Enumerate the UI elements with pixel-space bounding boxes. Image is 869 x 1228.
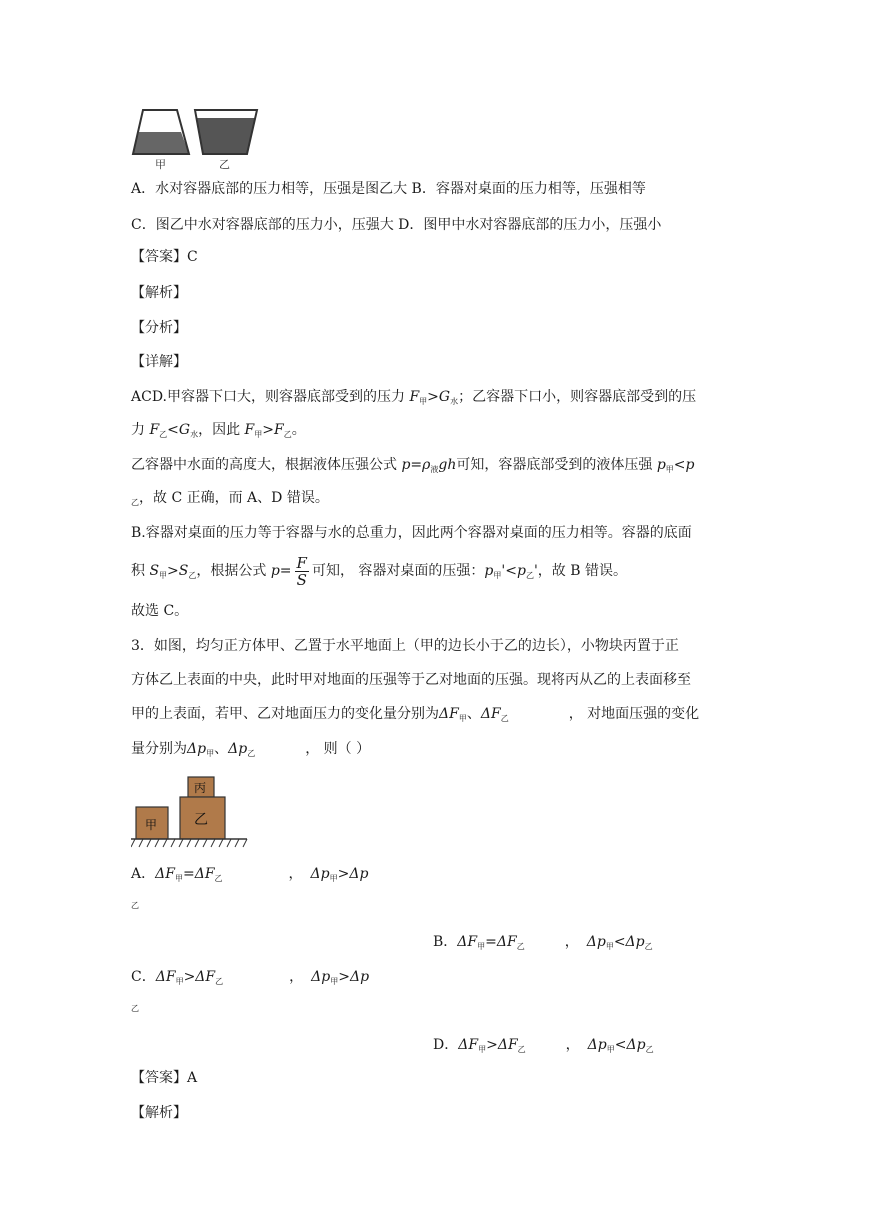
q2-paragraph-1: ACD.甲容器下口大，则容器底部受到的压力 $F_甲>G_水$；乙容器下口小，则容器底部受到的压 xyxy=(131,389,697,406)
q2-fenxi: 【分析】 xyxy=(131,320,187,336)
block-bing-label: 丙 xyxy=(194,781,207,795)
q2-jiexi: 【解析】 xyxy=(131,285,187,301)
q3-option-c-subscript: 乙 xyxy=(131,1004,139,1013)
container-jia-water xyxy=(133,132,189,154)
q3-option-a: A．$\Delta F_甲=\Delta F_乙$ ， $\Delta p_甲>\Delta p$ xyxy=(131,866,369,883)
q3-option-b: B．$\Delta F_甲=\Delta F_乙$ ， $\Delta p_甲<\Delta p_乙$ xyxy=(433,934,653,951)
label-yi: 乙 xyxy=(219,158,230,171)
formula-fraction: $\frac{F}{S}$ xyxy=(296,553,307,589)
q3-stem-line-3: 甲的上表面，若甲、乙对地面压力的变化量分别为$\Delta F_甲$、$\Delta F_乙$ ， 对地面压强的变化 xyxy=(131,706,700,723)
q2-xiangjie: 【详解】 xyxy=(131,354,187,370)
q2-paragraph-3: 乙容器中水面的高度大，根据液体压强公式 $p=\rho_液gh$可知，容器底部受到的液体压强 $p_甲<p$ xyxy=(131,457,695,474)
q3-option-c: C．$\Delta F_甲>\Delta F_乙$ ， $\Delta p_甲>\Delta p$ xyxy=(131,969,370,986)
container-figure xyxy=(131,106,261,172)
q3-option-a-subscript: 乙 xyxy=(131,901,139,910)
q2-options-ab: A．水对容器底部的压力相等，压强是图乙大 B．容器对桌面的压力相等，压强相等 xyxy=(131,181,646,197)
q2-paragraph-2: 力 $F_乙<G_水$，因此 $F_甲>F_乙$。 xyxy=(131,422,306,439)
label-jia: 甲 xyxy=(155,158,166,171)
blocks-figure xyxy=(131,775,249,851)
q2-paragraph-6: 积 $S_甲>S_乙$，根据公式 p= $\frac{F}{S}$ 可知， 容器对桌面的压强：$p_甲'<p_乙'$，故 B 错误。 xyxy=(131,553,627,589)
container-yi-water xyxy=(197,118,255,154)
block-yi-label: 乙 xyxy=(194,812,208,828)
block-jia-label: 甲 xyxy=(145,818,158,832)
q3-stem-line-2: 方体乙上表面的中央，此时甲对地面的压强等于乙对地面的压强。现将丙从乙的上表面移至 xyxy=(131,672,691,688)
q2-options-cd: C．图乙中水对容器底部的压力小，压强大 D．图甲中水对容器底部的压力小，压强小 xyxy=(131,217,662,233)
ground-hatch xyxy=(131,839,247,847)
q2-conclusion: 故选 C。 xyxy=(131,603,189,619)
q3-answer: 【答案】A xyxy=(131,1070,198,1086)
q2-paragraph-4: $_乙$，故 C 正确，而 A、D 错误。 xyxy=(131,490,329,507)
q3-jiexi: 【解析】 xyxy=(131,1105,187,1121)
q2-paragraph-5: B.容器对桌面的压力等于容器与水的总重力，因此两个容器对桌面的压力相等。容器的底面 xyxy=(131,525,692,541)
q3-stem-line-1: 3．如图，均匀正方体甲、乙置于水平地面上（甲的边长小于乙的边长），小物块丙置于正 xyxy=(131,638,679,654)
q3-stem-line-4: 量分别为$\Delta p_甲$、$\Delta p_乙$ ， 则（ ） xyxy=(131,741,371,758)
q3-option-d: D．$\Delta F_甲>\Delta F_乙$ ， $\Delta p_甲<\Delta p_乙$ xyxy=(433,1037,654,1054)
q2-answer: 【答案】C xyxy=(131,249,198,265)
